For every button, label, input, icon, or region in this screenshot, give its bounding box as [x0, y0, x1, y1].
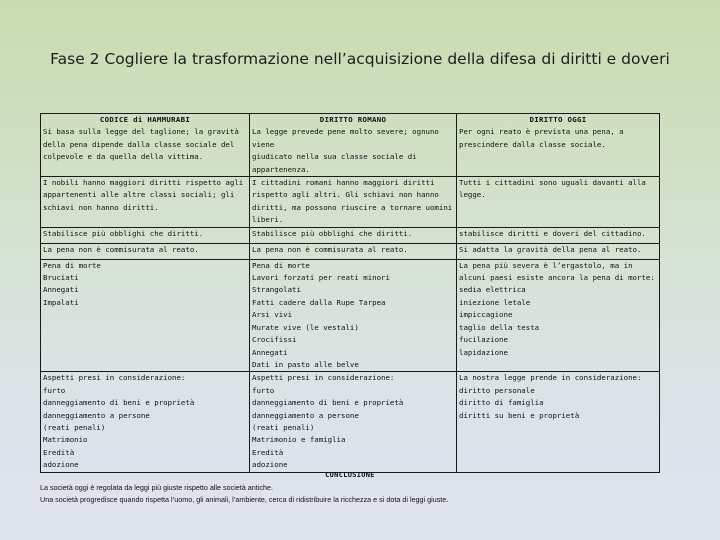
comparison-table-container [40, 113, 660, 469]
cell-text: Per ogni reato è prevista una pena, a prescindere dalla classe sociale. [459, 127, 624, 149]
column-header-hammurabi: CODICE di HAMMURABI [99, 115, 191, 124]
table-row [41, 259, 660, 372]
table-cell [457, 114, 660, 177]
table-cell: Pena di morte Bruciati Annegati Impalati [41, 259, 250, 372]
table-cell: I nobili hanno maggiori diritti rispetto agli appartenenti alle altre classi sociali; gli schiavi non hanno diritti. [41, 177, 250, 228]
cell-text: La legge prevede pene molto severe; ognuno viene giudicato nella sua classe sociale di appartenenza. [252, 127, 439, 174]
page-title: Fase 2 Cogliere la trasformazione nell’acquisizione della difesa di diritti e doveri [50, 50, 670, 68]
table-cell: La pena più severa è l’ergastolo, ma in alcuni paesi esiste ancora la pena di morte: sedia elettrica iniezione letale impiccagione taglio della testa fucilazione lapidazione [457, 259, 660, 372]
conclusion-section [40, 469, 660, 507]
comparison-table [40, 113, 660, 473]
table-cell: I cittadini romani hanno maggiori diritti rispetto agli altri. Gli schiavi non hanno diritti, ma possono riuscire a tornare uomini liberi. [250, 177, 457, 228]
table-cell: Stabilisce più obblighi che diritti. [41, 227, 250, 243]
table-cell: Stabilisce più obblighi che diritti. [250, 227, 457, 243]
table-cell: Aspetti presi in considerazione: furto danneggiamento di beni e proprietà danneggiamento a persone (reati penali) Matrimonio e famiglia Eredità adozione [250, 372, 457, 472]
table-row [41, 243, 660, 259]
table-cell: La pena non è commisurata al reato. [250, 243, 457, 259]
conclusion-line-1: La società oggi è regolata da leggi più giuste rispetto alle società antiche. [40, 482, 273, 492]
column-header-diritto-romano: DIRITTO ROMANO [319, 115, 387, 124]
table-cell: Tutti i cittadini sono uguali davanti alla legge. [457, 177, 660, 228]
column-header-diritto-oggi: DIRITTO OGGI [529, 115, 587, 124]
table-cell: La nostra legge prende in considerazione: diritto personale diritto di famiglia diritti su beni e proprietà [457, 372, 660, 472]
table-cell: Pena di morte Lavori forzati per reati minori Strangolati Fatti cadere dalla Rupe Tarpea Arsi vivi Murate vive (le vestali) Crocifissi Annegati Dati in pasto alle belve [250, 259, 457, 372]
table-row [41, 372, 660, 472]
table-row [41, 177, 660, 228]
table-cell [41, 114, 250, 177]
cell-text: Si basa sulla legge del taglione; la gravità della pena dipende dalla classe sociale del colpevole e da quella della vittima. [43, 127, 239, 162]
table-cell [250, 114, 457, 177]
conclusion-header: CONCLUSIONE [325, 471, 375, 479]
table-cell: Aspetti presi in considerazione: furto danneggiamento di beni e proprietà danneggiamento a persone (reati penali) Matrimonio Eredità adozione [41, 372, 250, 472]
table-row [41, 114, 660, 177]
table-row [41, 227, 660, 243]
table-cell: Si adatta la gravità della pena al reato. [457, 243, 660, 259]
table-cell: La pena non è commisurata al reato. [41, 243, 250, 259]
conclusion-line-2: Una società progredisce quando rispetta l’uomo, gli animali, l’ambiente, cerca di ridistribuire la ricchezza e si dota di leggi giuste. [40, 495, 449, 504]
table-cell: stabilisce diritti e doveri del cittadino. [457, 227, 660, 243]
